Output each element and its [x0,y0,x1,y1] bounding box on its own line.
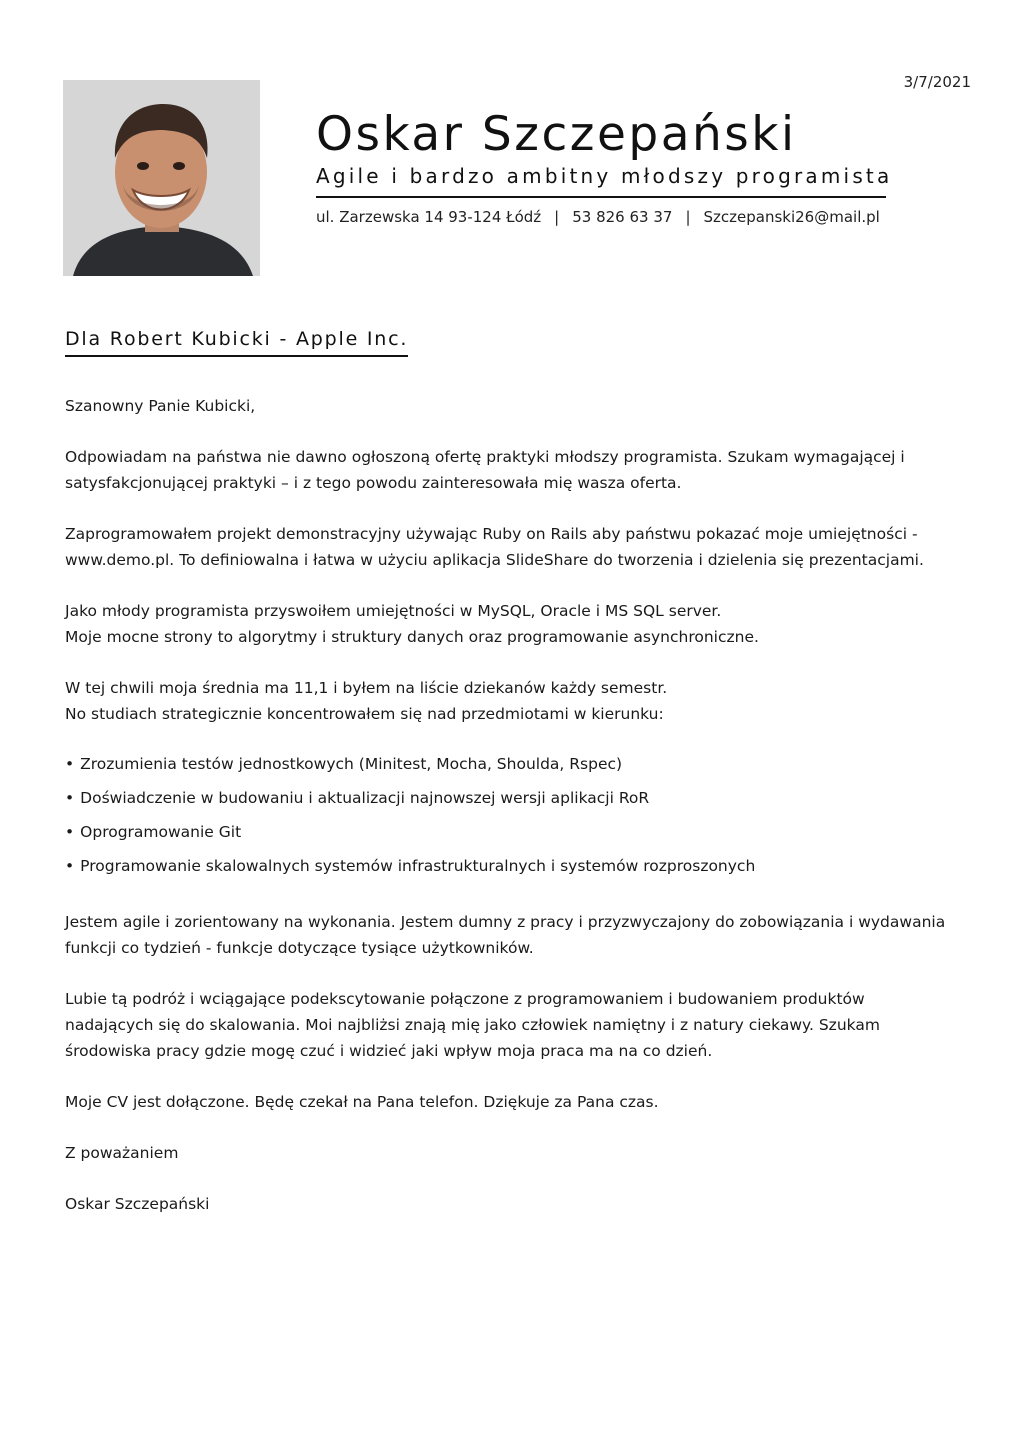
paragraph: Jestem agile i zorientowany na wykonania. Jestem dumny z pracy i przyzwyczajony do zobowiązania i wydawania funkcji co tydzień - funkcje dotyczące tysiące użytkowników. [65,913,946,957]
paragraph: Moje CV jest dołączone. Będę czekał na Pana telefon. Dziękuje za Pana czas. [65,1093,659,1111]
applicant-headline: Agile i bardzo ambitny młodszy programista [316,164,886,198]
portrait-image [63,80,260,276]
separator: | [554,208,560,227]
letter-date: 3/7/2021 [903,73,971,91]
email: Szczepanski26@mail.pl [703,208,880,227]
profile-photo [63,80,260,276]
applicant-name: Oskar Szczepański [316,107,797,162]
paragraph: Lubie tą podróż i wciągające podekscytowanie połączone z programowaniem i budowaniem produktów nadających się do skalowania. Moi najbliżsi znają mię jako człowiek namiętny i z natury ciekawy. Szukam środowiska pracy gdzie mogę czuć i widzieć jaki wpływ moja praca ma na co dzień. [65,990,880,1060]
paragraph-line: W tej chwili moja średnia ma 11,1 i byłem na liście dziekanów każdy semestr. [65,679,668,697]
address: ul. Zarzewska 14 93-124 Łódź [316,208,542,227]
list-item: • Zrozumienia testów jednostkowych (Minitest, Mocha, Shoulda, Rspec) [65,751,955,777]
skills-list [65,751,955,879]
list-item: • Programowanie skalowalnych systemów infrastrukturalnych i systemów rozproszonych [65,853,955,879]
recipient-heading: Dla Robert Kubicki - Apple Inc. [65,328,408,357]
paragraph-line: Moje mocne strony to algorytmy i struktury danych oraz programowanie asynchroniczne. [65,628,759,646]
phone: 53 826 63 37 [572,208,673,227]
list-item: • Oprogramowanie Git [65,819,955,845]
paragraph-line: No studiach strategicznie koncentrowałem się nad przedmiotami w kierunku: [65,705,664,723]
paragraph-line: Jako młody programista przyswoiłem umiejętności w MySQL, Oracle i MS SQL server. [65,602,722,620]
header [316,107,893,227]
greeting: Szanowny Panie Kubicki, [65,397,256,415]
paragraph [65,598,955,650]
paragraph: Zaprogramowałem projekt demonstracyjny używając Ruby on Rails aby państwu pokazać moje umiejętności - www.demo.pl. To definiowalna i łatwa w użyciu aplikacja SlideShare do tworzenia i dzielenia się prezentacjami. [65,525,924,569]
paragraph: Odpowiadam na państwa nie dawno ogłoszoną ofertę praktyki młodszy programista. Szukam wymagającej i satysfakcjonującej praktyki – i z tego powodu zainteresowała mię wasza oferta. [65,448,905,492]
contact-line [316,208,886,226]
closing: Z poważaniem [65,1144,179,1162]
letter-body [65,393,955,1242]
separator: | [685,208,691,227]
signature: Oskar Szczepański [65,1195,210,1213]
paragraph [65,675,955,727]
list-item: • Doświadczenie w budowaniu i aktualizacji najnowszej wersji aplikacji RoR [65,785,955,811]
